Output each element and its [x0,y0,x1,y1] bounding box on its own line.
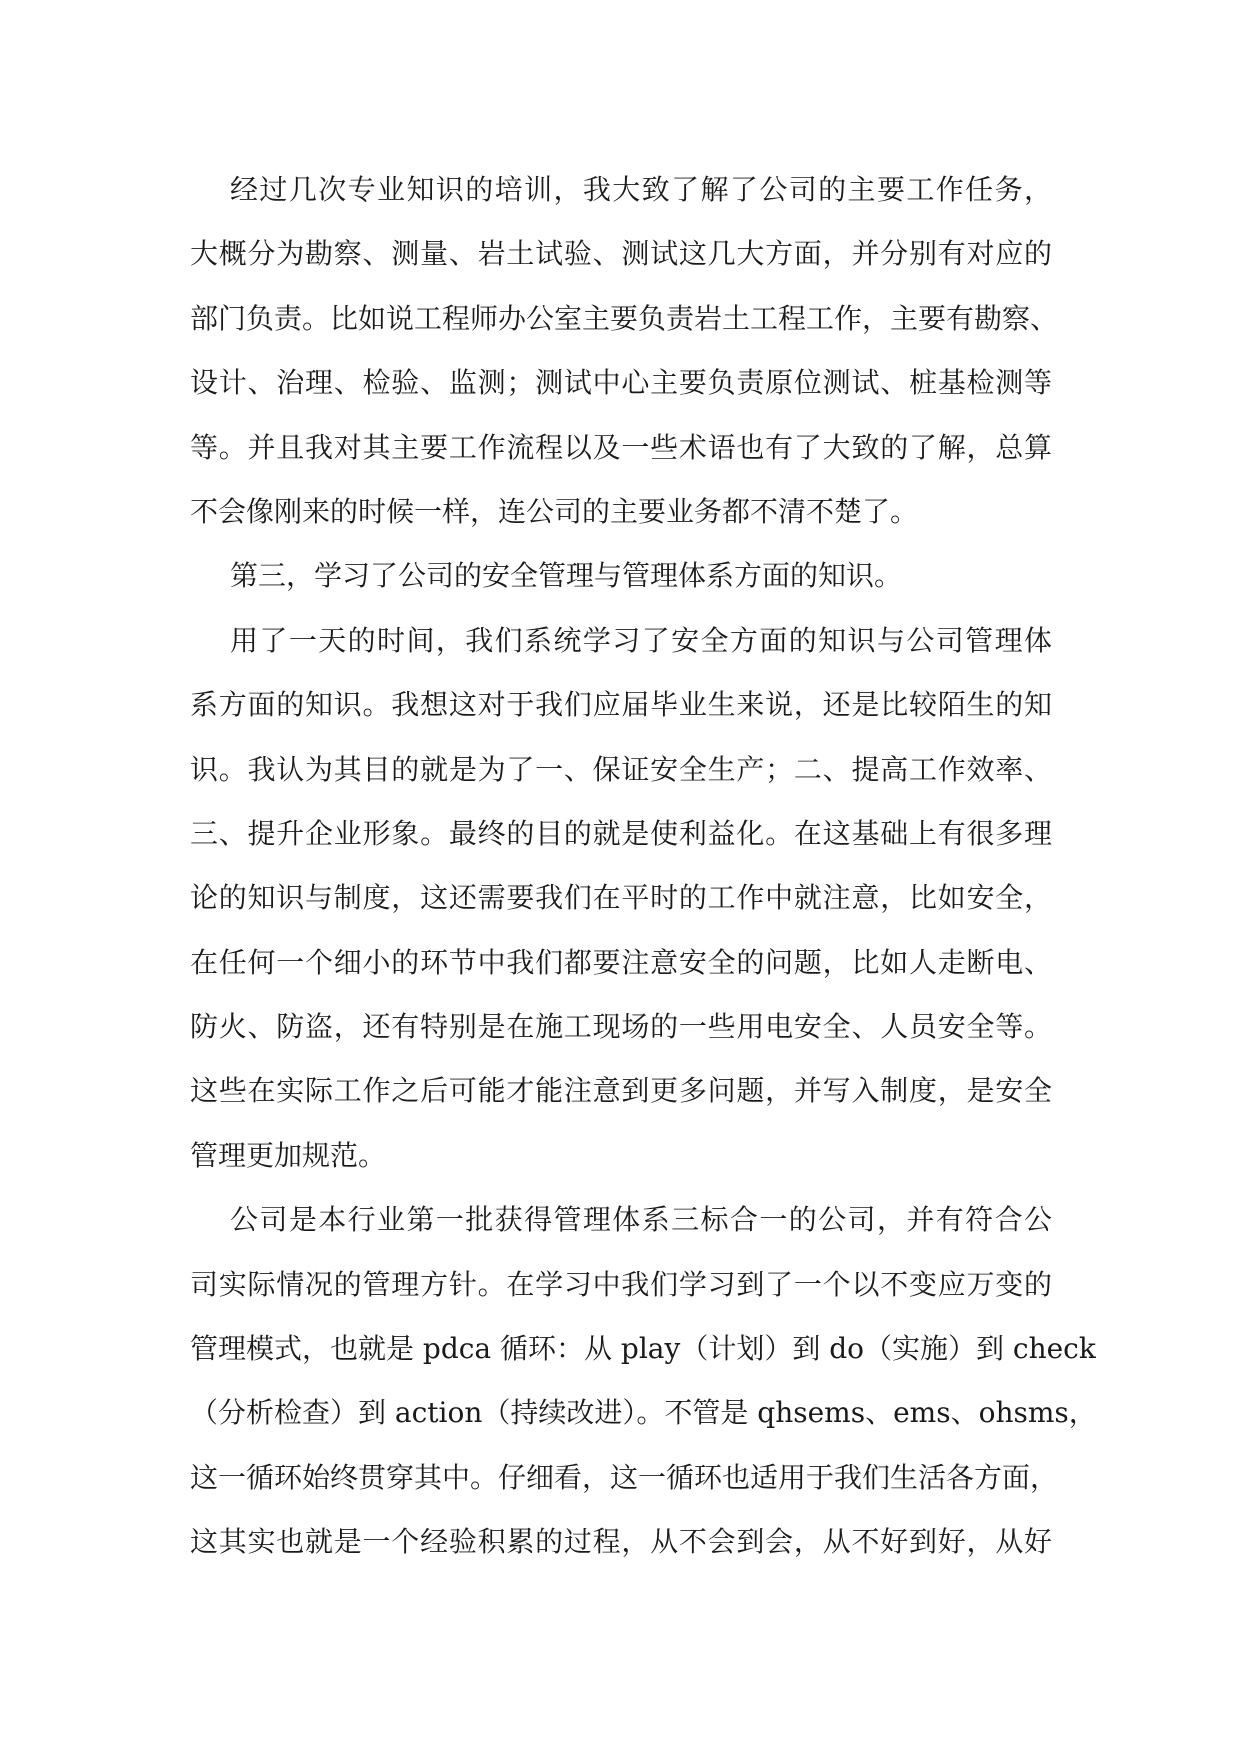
text-line: 大概分为勘察、测量、岩土试验、测试这几大方面，并分别有对应的 [190,237,1052,271]
text-line: 管理模式，也就是 pdca 循环：从 play（计划）到 do（实施）到 check [190,1332,1096,1366]
text-line: 防火、防盗，还有特别是在施工现场的一些用电安全、人员安全等。 [190,1010,1052,1044]
text-line: 论的知识与制度，这还需要我们在平时的工作中就注意，比如安全， [190,881,1052,915]
text-line: 用了一天的时间，我们系统学习了安全方面的知识与公司管理体 [230,623,1052,657]
text-line: 系方面的知识。我想这对于我们应届毕业生来说，还是比较陌生的知 [190,688,1052,722]
text-line: 经过几次专业知识的培训，我大致了解了公司的主要工作任务， [230,173,1052,206]
text-line: 不会像刚来的时候一样，连公司的主要业务都不清不楚了。 [190,494,919,528]
text-line: 这一循环始终贯穿其中。仔细看，这一循环也适用于我们生活各方面， [190,1460,1059,1494]
text-line: 司实际情况的管理方针。在学习中我们学习到了一个以不变应万变的 [190,1267,1052,1301]
text-line: 设计、治理、检验、监测；测试中心主要负责原位测试、桩基检测等 [190,366,1052,400]
text-line: 管理更加规范。 [190,1138,387,1172]
text-line: 等。并且我对其主要工作流程以及一些术语也有了大致的了解，总算 [190,430,1052,464]
text-line: 部门负责。比如说工程师办公室主要负责岩土工程工作，主要有勘察、 [190,301,1059,335]
text-line: 这其实也就是一个经验积累的过程，从不会到会，从不好到好，从好 [190,1525,1052,1559]
document-body [190,158,1097,1575]
text-line: 公司是本行业第一批获得管理体系三标合一的公司，并有符合公 [230,1203,1052,1237]
text-line: 第三，学习了公司的安全管理与管理体系方面的知识。 [230,559,903,593]
text-line: 在任何一个细小的环节中我们都要注意安全的问题，比如人走断电、 [190,945,1052,979]
text-line: 三、提升企业形象。最终的目的就是使利益化。在这基础上有很多理 [190,816,1052,850]
text-line: 识。我认为其目的就是为了一、保证安全生产；二、提高工作效率、 [190,752,1052,786]
text-line: （分析检查）到 action（持续改进）。不管是 qhsems、ems、ohsms， [190,1396,1097,1430]
text-line: 这些在实际工作之后可能才能注意到更多问题，并写入制度，是安全 [190,1074,1052,1108]
